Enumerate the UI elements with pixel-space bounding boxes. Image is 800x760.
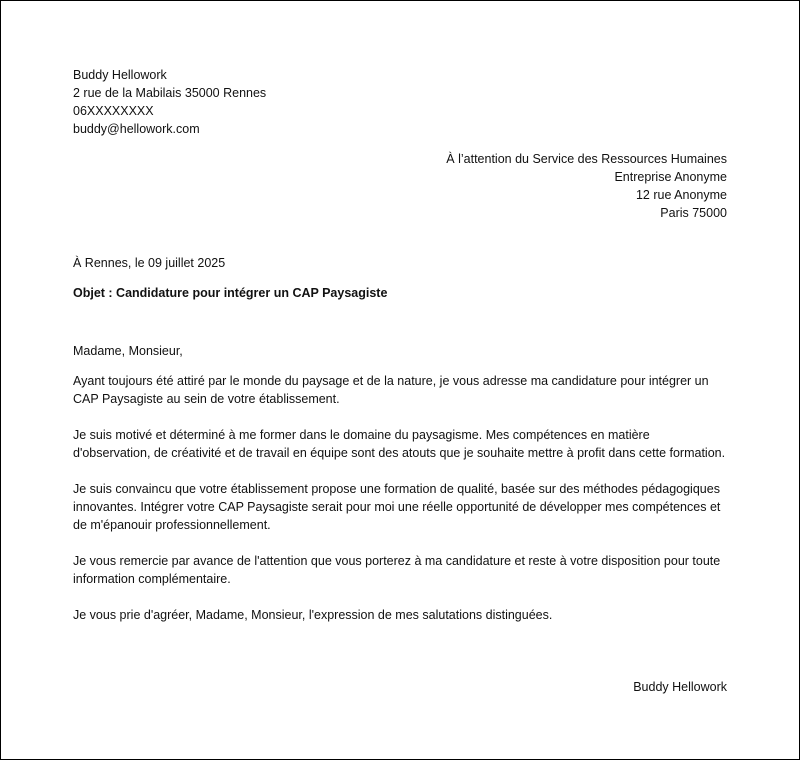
body-paragraph: Je suis motivé et déterminé à me former dans le domaine du paysagisme. Mes compétences en matière d'observation, de créativité et de travail en équipe sont des atouts que je souhaite mettre à profit dans cette formation. xyxy=(73,428,726,460)
body-paragraph: Ayant toujours été attiré par le monde du paysage et de la nature, je vous adresse ma candidature pour intégrer un CAP Paysagiste au sein de votre établissement. xyxy=(73,374,709,406)
recipient-street: 12 rue Anonyme xyxy=(635,188,727,202)
sender-name: Buddy Hellowork xyxy=(73,68,167,82)
body-paragraph: Je vous remercie par avance de l'attention que vous porterez à ma candidature et reste à votre disposition pour toute information complémentaire. xyxy=(73,554,721,586)
recipient-block xyxy=(446,150,727,222)
recipient-attention: À l’attention du Service des Ressources Humaines xyxy=(446,152,727,166)
letter-subject: Objet : Candidature pour intégrer un CAP Paysagiste xyxy=(73,286,388,300)
closing-paragraph: Je vous prie d'agréer, Madame, Monsieur, l'expression de mes salutations distinguées. xyxy=(73,608,553,622)
body-paragraph: Je suis convaincu que votre établissement propose une formation de qualité, basée sur des méthodes pédagogiques innovantes. Intégrer votre CAP Paysagiste serait pour moi une réelle opportunité de développer mes compétences et de m'épanouir professionnellement. xyxy=(73,482,721,532)
sender-address: 2 rue de la Mabilais 35000 Rennes xyxy=(73,86,267,100)
letter-signature: Buddy Hellowork xyxy=(633,680,727,694)
sender-email: buddy@hellowork.com xyxy=(73,122,200,136)
letter-body xyxy=(73,372,729,642)
sender-block xyxy=(73,66,266,138)
letter-salutation: Madame, Monsieur, xyxy=(73,344,183,358)
sender-phone: 06XXXXXXXX xyxy=(73,104,154,118)
recipient-company: Entreprise Anonyme xyxy=(614,170,727,184)
letter-date: À Rennes, le 09 juillet 2025 xyxy=(73,256,226,270)
recipient-city: Paris 75000 xyxy=(660,206,727,220)
